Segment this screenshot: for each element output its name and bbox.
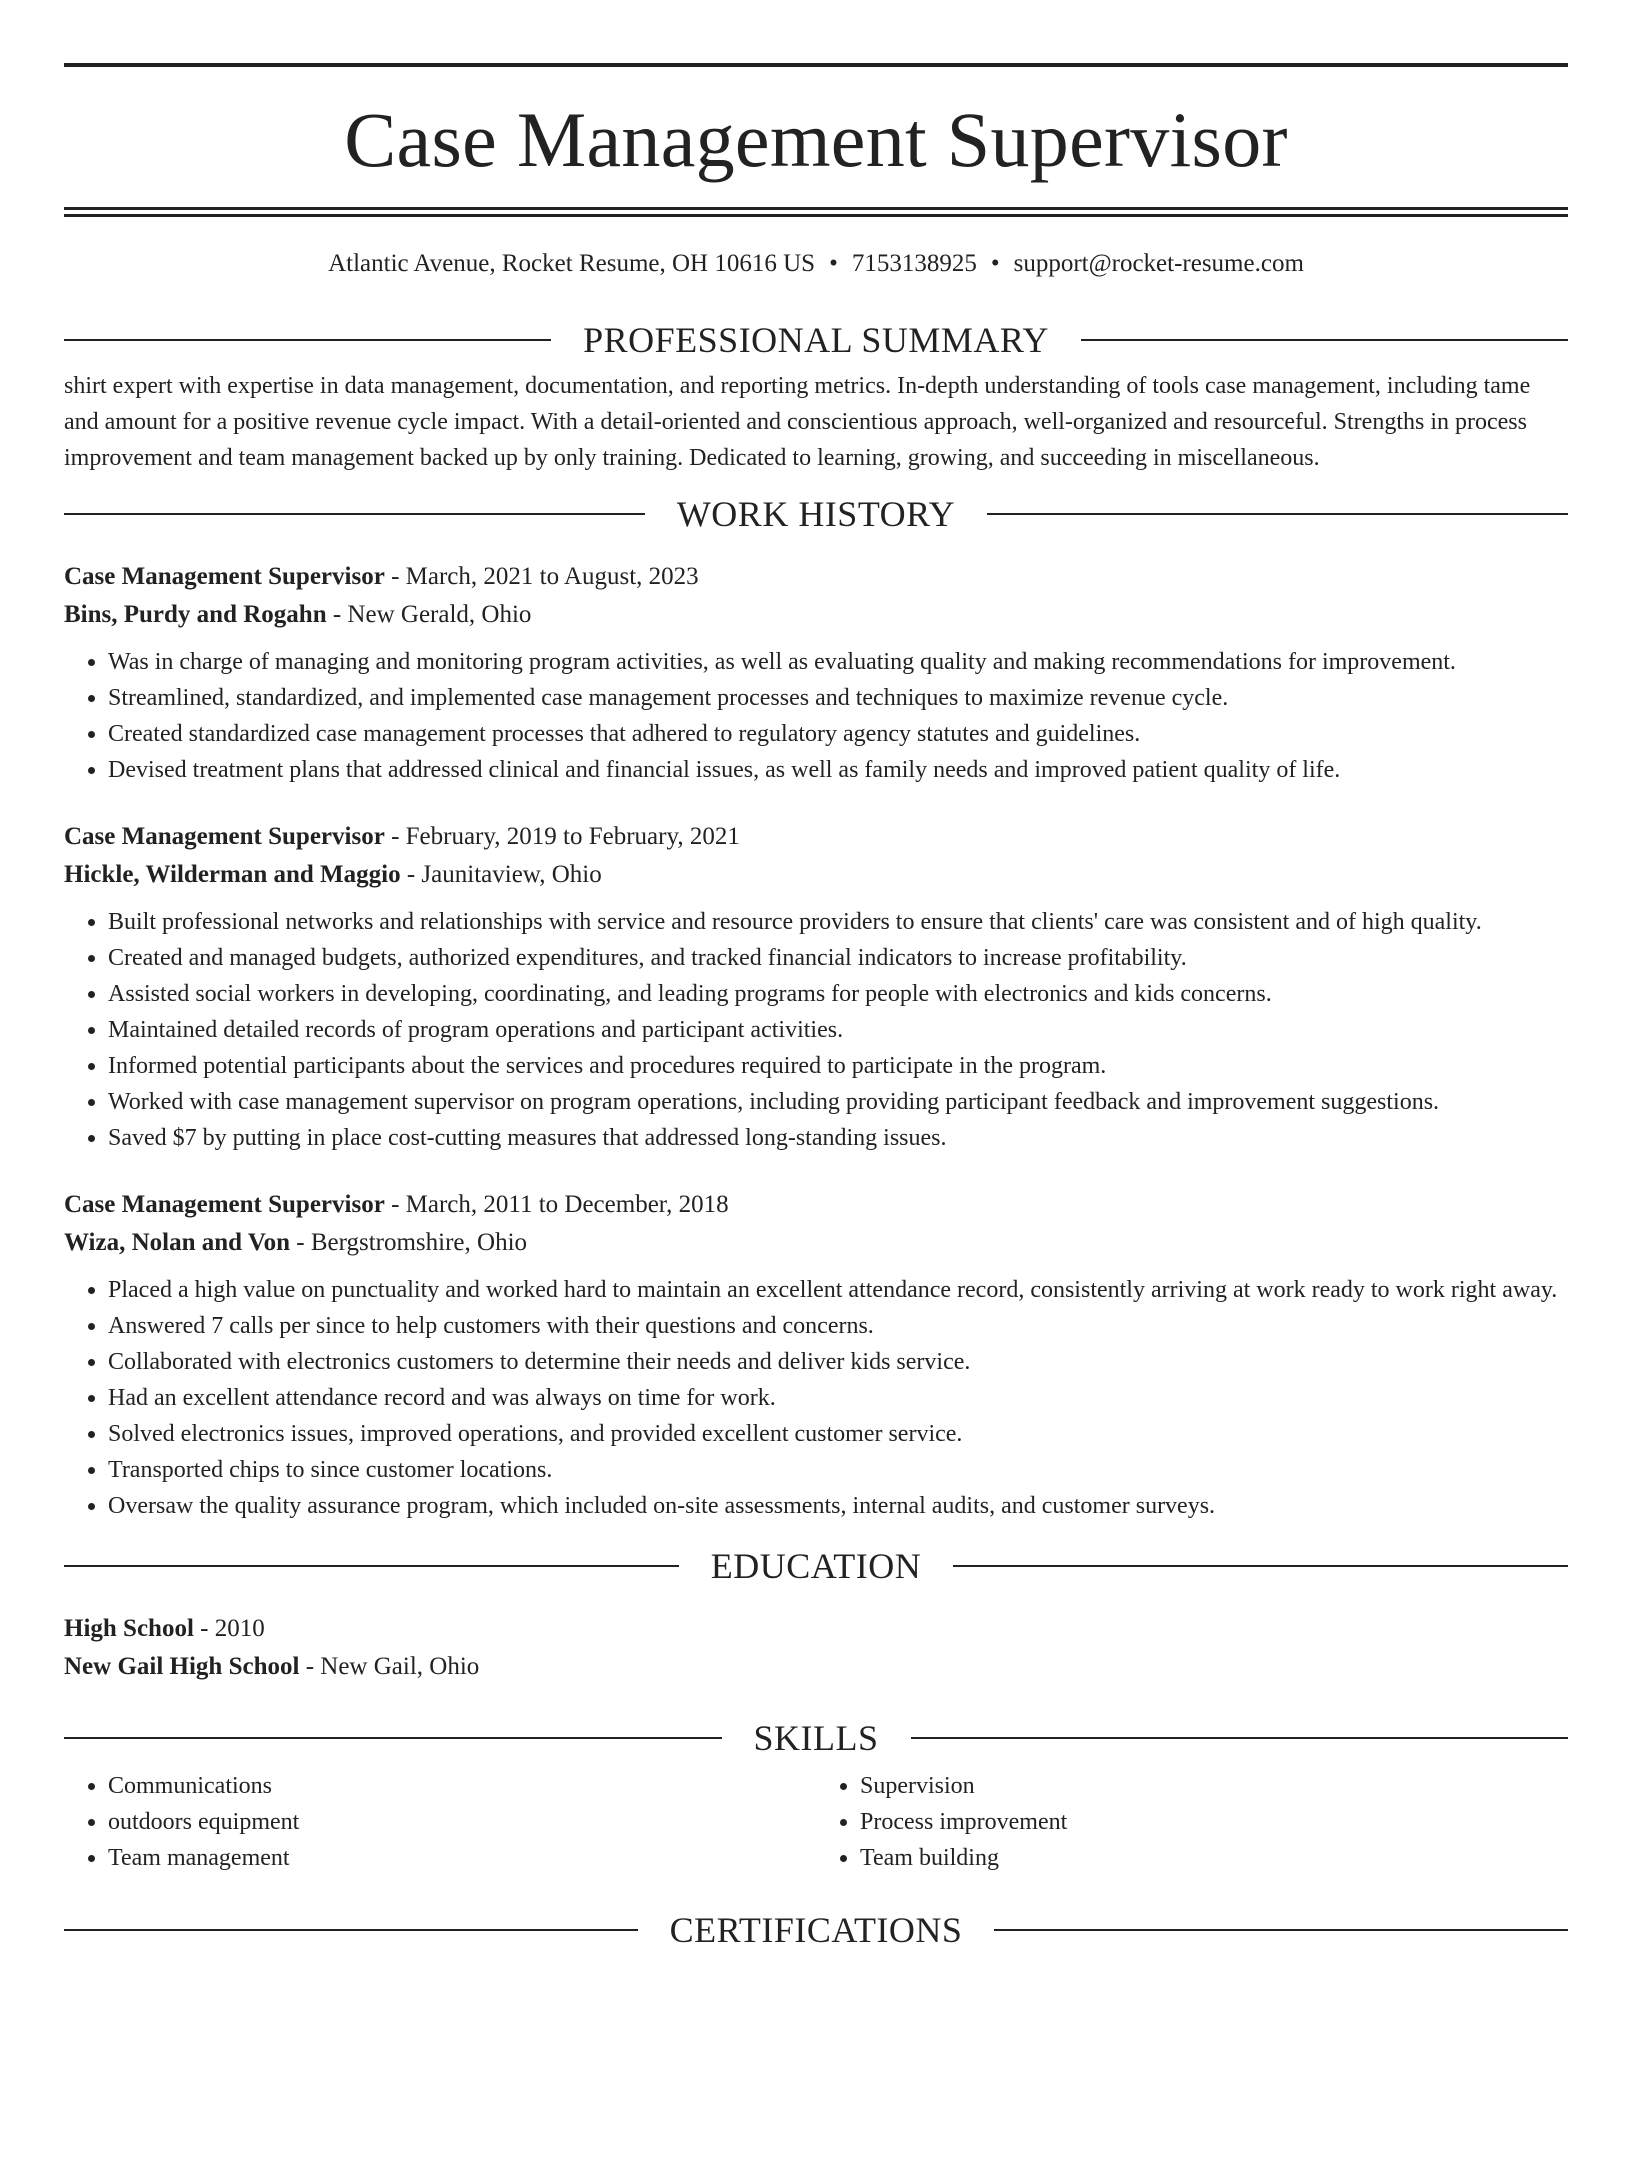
skills-grid xyxy=(64,1768,1568,1876)
list-item: • Answered 7 calls per since to help customers with their questions and concerns. xyxy=(108,1308,1568,1344)
job-company-line xyxy=(64,596,1568,634)
list-item: • Created standardized case management processes that adhered to regulatory agency statutes and guidelines. xyxy=(108,716,1568,752)
skill-item: • Supervision xyxy=(860,1768,1568,1804)
job-location: - Jaunitaview, Ohio xyxy=(400,861,602,888)
skill-item: • Communications xyxy=(108,1768,816,1804)
list-item: • Created and managed budgets, authorized expenditures, and tracked financial indicators to increase profitability. xyxy=(108,940,1568,976)
job-company: Bins, Purdy and Rogahn xyxy=(64,601,327,628)
job-entry xyxy=(64,818,1568,1156)
contact-separator: • xyxy=(829,250,838,277)
heading-rule xyxy=(64,339,551,341)
job-entry xyxy=(64,558,1568,788)
skills-column-left xyxy=(64,1768,816,1876)
heading-rule xyxy=(64,1565,679,1567)
resume-page xyxy=(0,63,1632,2175)
list-item: • Built professional networks and relationships with service and resource providers to ensure that clients' care was consistent and of high quality. xyxy=(108,904,1568,940)
list-item: • Informed potential participants about the services and procedures required to participate in the program. xyxy=(108,1048,1568,1084)
job-title: Case Management Supervisor xyxy=(64,1191,385,1218)
job-company: Wiza, Nolan and Von xyxy=(64,1229,291,1256)
list-item: • Worked with case management supervisor on program operations, including providing participant feedback and improvement suggestions. xyxy=(108,1084,1568,1120)
list-item: • Solved electronics issues, improved operations, and provided excellent customer service. xyxy=(108,1416,1568,1452)
contact-phone: 7153138925 xyxy=(851,250,977,277)
job-company: Hickle, Wilderman and Maggio xyxy=(64,861,401,888)
list-item: • Streamlined, standardized, and implemented case management processes and techniques to maximize revenue cycle. xyxy=(108,680,1568,716)
top-rule xyxy=(64,63,1568,67)
job-location: - New Gerald, Ohio xyxy=(326,601,532,628)
heading-rule xyxy=(64,1737,722,1739)
job-bullets xyxy=(64,1272,1568,1524)
contact-email: support@rocket-resume.com xyxy=(1013,250,1304,277)
heading-rule xyxy=(64,513,645,515)
heading-rule xyxy=(1081,339,1568,341)
job-dates: - March, 2021 to August, 2023 xyxy=(384,563,699,590)
list-item: • Had an excellent attendance record and was always on time for work. xyxy=(108,1380,1568,1416)
job-title-line xyxy=(64,818,1568,856)
list-item: • Placed a high value on punctuality and worked hard to maintain an excellent attendance record, consistently arriving at work ready to work right away. xyxy=(108,1272,1568,1308)
skill-item: • Team management xyxy=(108,1840,816,1876)
section-heading-education xyxy=(64,1548,1568,1584)
list-item: • Was in charge of managing and monitoring program activities, as well as evaluating quality and making recommendations for improvement. xyxy=(108,644,1568,680)
section-heading-work xyxy=(64,496,1568,532)
education-degree-line xyxy=(64,1610,1568,1648)
contact-address: Atlantic Avenue, Rocket Resume, OH 10616 US xyxy=(328,250,816,277)
job-title-line xyxy=(64,1186,1568,1224)
heading-rule xyxy=(64,1929,638,1931)
contact-separator: • xyxy=(990,250,1000,277)
skill-item: • Process improvement xyxy=(860,1804,1568,1840)
section-title: WORK HISTORY xyxy=(676,494,956,534)
heading-rule xyxy=(911,1737,1569,1739)
heading-rule xyxy=(953,1565,1568,1567)
skill-item: • outdoors equipment xyxy=(108,1804,816,1840)
list-item: • Maintained detailed records of program operations and participant activities. xyxy=(108,1012,1568,1048)
candidate-name: Case Management Supervisor xyxy=(344,96,1288,183)
job-dates: - February, 2019 to February, 2021 xyxy=(384,823,740,850)
job-bullets xyxy=(64,644,1568,788)
heading-rule xyxy=(994,1929,1568,1931)
education-entry xyxy=(64,1610,1568,1686)
list-item: • Assisted social workers in developing, coordinating, and leading programs for people with electronics and kids concerns. xyxy=(108,976,1568,1012)
section-heading-summary xyxy=(64,322,1568,358)
heading-rule xyxy=(987,513,1568,515)
section-title: SKILLS xyxy=(753,1718,879,1758)
header-double-rule xyxy=(64,207,1568,217)
list-item: • Transported chips to since customer locations. xyxy=(108,1452,1568,1488)
section-title: PROFESSIONAL SUMMARY xyxy=(583,320,1049,360)
job-company-line xyxy=(64,1224,1568,1262)
section-title: CERTIFICATIONS xyxy=(669,1910,963,1950)
education-year: - 2010 xyxy=(193,1615,265,1642)
education-degree: High School xyxy=(64,1615,194,1642)
list-item: • Saved $7 by putting in place cost-cutting measures that addressed long-standing issues. xyxy=(108,1120,1568,1156)
job-location: - Bergstromshire, Ohio xyxy=(290,1229,528,1256)
job-dates: - March, 2011 to December, 2018 xyxy=(384,1191,729,1218)
list-item: • Devised treatment plans that addressed clinical and financial issues, as well as family needs and improved patient quality of life. xyxy=(108,752,1568,788)
job-bullets xyxy=(64,904,1568,1156)
job-entry xyxy=(64,1186,1568,1524)
job-company-line xyxy=(64,856,1568,894)
section-title: EDUCATION xyxy=(710,1546,922,1586)
section-heading-certifications xyxy=(64,1912,1568,1948)
contact-line xyxy=(64,251,1568,276)
job-title: Case Management Supervisor xyxy=(64,823,385,850)
summary-text: shirt expert with expertise in data management, documentation, and reporting metrics. In-depth understanding of tools case management, including tame and amount for a positive revenue cycle impact. With a detail-oriented and conscientious approach, well-organized and resourceful. Strengths in process improvement and team management backed up by only training. Dedicated to learning, growing, and succeeding in miscellaneous. xyxy=(64,373,1531,471)
section-heading-skills xyxy=(64,1720,1568,1756)
list-item: • Collaborated with electronics customers to determine their needs and deliver kids service. xyxy=(108,1344,1568,1380)
education-school-line xyxy=(64,1648,1568,1686)
education-school: New Gail High School xyxy=(64,1653,300,1680)
list-item: • Oversaw the quality assurance program, which included on-site assessments, internal audits, and customer surveys. xyxy=(108,1488,1568,1524)
skill-item: • Team building xyxy=(860,1840,1568,1876)
job-title-line xyxy=(64,558,1568,596)
skills-column-right xyxy=(816,1768,1568,1876)
job-title: Case Management Supervisor xyxy=(64,563,385,590)
education-location: - New Gail, Ohio xyxy=(299,1653,480,1680)
